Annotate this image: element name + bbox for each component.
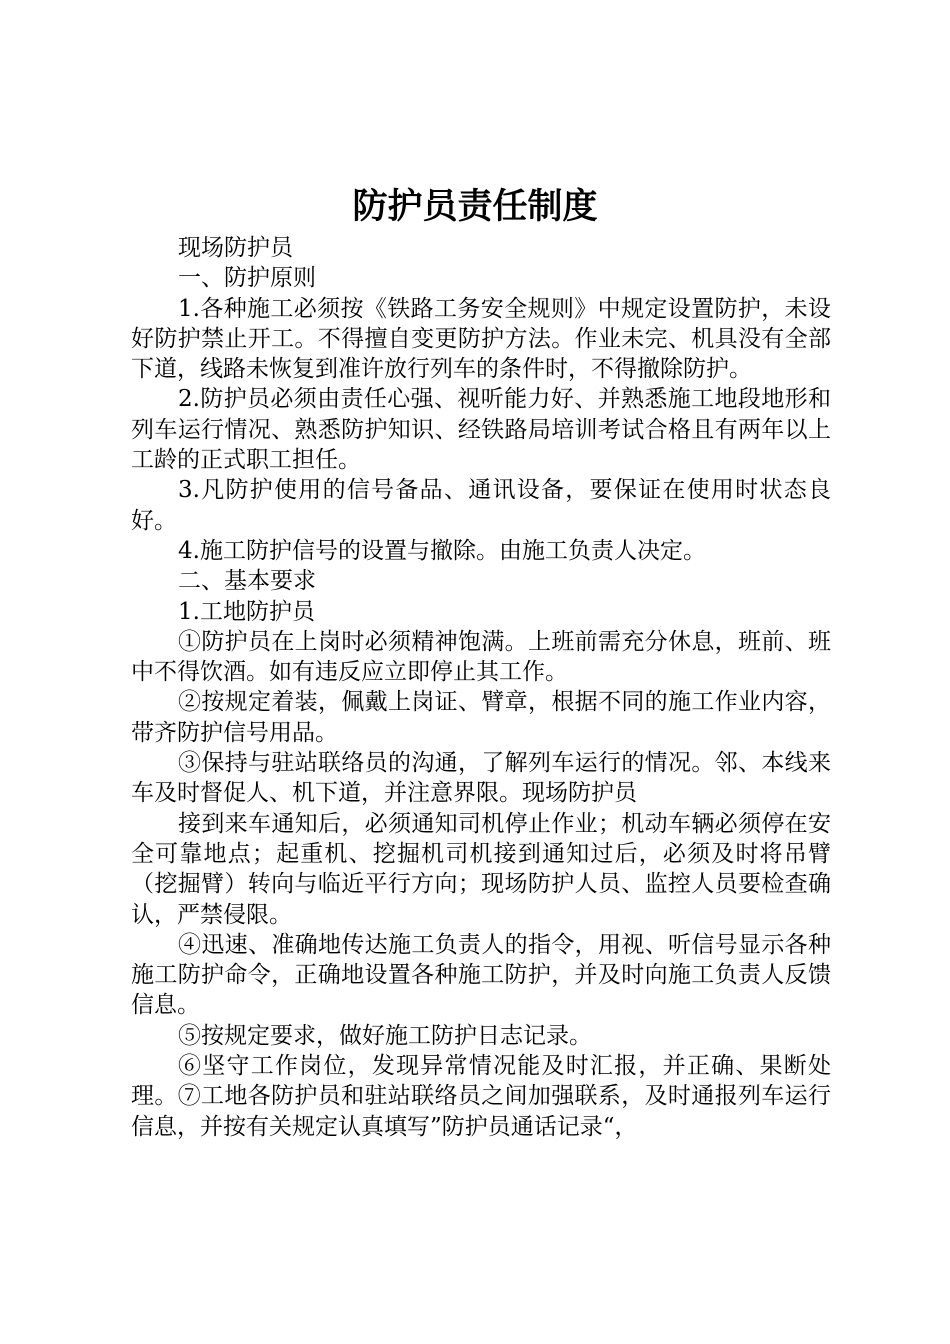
paragraph-section-2-heading: 二、基本要求: [178, 568, 316, 595]
paragraph-principle-3: 3.凡防护使用的信号备品、通讯设备，要保证在使用时状态良好。: [131, 477, 831, 534]
paragraph-requirement-3-continued: 接到来车通知后，必须通知司机停止作业；机动车辆必须停在安全可靠地点；起重机、挖掘机司机接到通知过后，必须及时将吊臂（挖掘臂）转向与临近平行方向；现场防护人员、监控人员要检查确认，严禁侵限。: [131, 810, 831, 928]
paragraph-section-1-heading: 一、防护原则: [178, 265, 316, 292]
paragraph-requirement-5: ⑤按规定要求，做好施工防护日志记录。: [178, 1022, 592, 1049]
document-body: [131, 233, 831, 1142]
paragraph-subsection-heading: 1.工地防护员: [178, 598, 315, 625]
paragraph-requirement-3: ③保持与驻站联络员的沟通，了解列车运行的情况。邻、本线来车及时督促人、机下道，并注意界限。现场防护员: [131, 750, 831, 807]
paragraph-requirement-2: ②按规定着装，佩戴上岗证、臂章，根据不同的施工作业内容，带齐防护信号用品。: [131, 689, 831, 746]
paragraph-heading-role: 现场防护员: [178, 235, 293, 261]
paragraph-principle-4: 4.施工防护信号的设置与撤除。由施工负责人决定。: [178, 537, 706, 564]
paragraph-requirement-4: ④迅速、准确地传达施工负责人的指令，用视、听信号显示各种施工防护命令，正确地设置各种施工防护，并及时向施工负责人反馈信息。: [131, 931, 831, 1019]
paragraph-requirement-1: ①防护员在上岗时必须精神饱满。上班前需充分休息，班前、班中不得饮酒。如有违反应立即停止其工作。: [131, 628, 831, 686]
document-title: 防护员责任制度: [352, 187, 598, 227]
paragraph-principle-2: 2.防护员必须由责任心强、视听能力好、并熟悉施工地段地形和列车运行情况、熟悉防护知识、经铁路局培训考试合格且有两年以上工龄的正式职工担任。: [131, 386, 831, 474]
paragraph-principle-1: 1.各种施工必须按《铁路工务安全规则》中规定设置防护，未设好防护禁止开工。不得擅自变更防护方法。作业未完、机具没有全部下道，线路未恢复到准许放行列车的条件时，不得撤除防护。: [131, 295, 831, 383]
paragraph-requirement-6-7: ⑥坚守工作岗位，发现异常情况能及时汇报，并正确、果断处理。⑦工地各防护员和驻站联络员之间加强联系，及时通报列车运行信息，并按有关规定认真填写”防护员通话记录“，: [131, 1053, 831, 1140]
